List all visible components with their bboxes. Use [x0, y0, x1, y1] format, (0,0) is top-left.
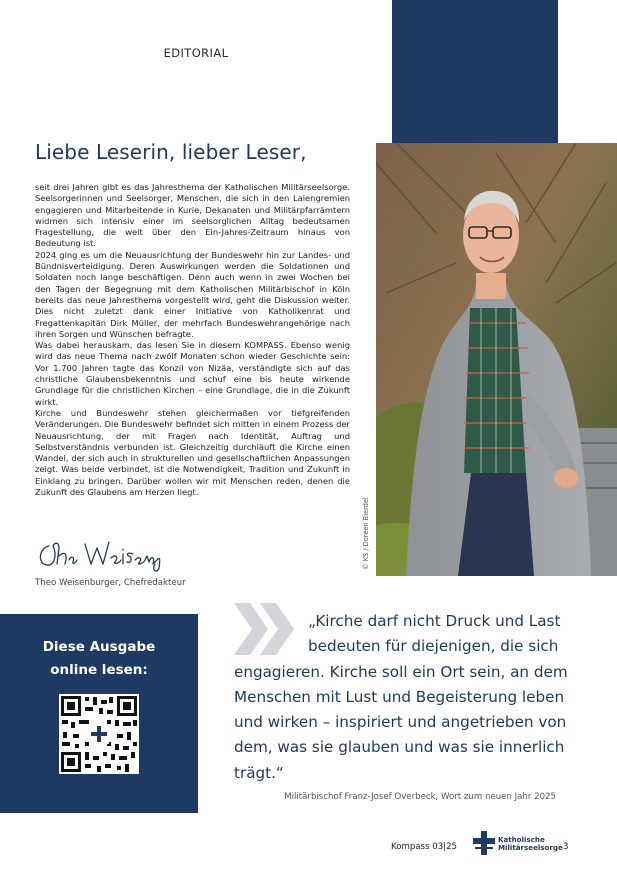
paragraph-4: Kirche und Bundeswehr stehen gleichermaßen vor tiefgreifenden Veränderungen. Die Bundeswehr befindet sich mitten in einem Prozess der Neuausrichtung, der mit Fragen nach Identität, Auftrag und Selbstverständnis verbunden ist. Gleichzeitig durchläuft die Kirche einen Wandel, der sich auch in strukturellen und gesellschaftlichen Anpassungen zeigt. Was beide verbindet, ist die Notwendigkeit, Tradition und Zukunft in Einklang zu bringen. Darüber wollen wir mit Menschen reden, denen die Zukunft des Glaubens am Herzen liegt.: [35, 407, 350, 498]
quote-line-5: und wirken – inspiriert und angetrieben von: [234, 713, 567, 732]
greeting-headline: Liebe Leserin, lieber Leser,: [35, 140, 307, 164]
pull-quote: [234, 609, 574, 786]
online-reading-box: [0, 614, 198, 813]
qr-code[interactable]: [59, 694, 139, 774]
quote-line-1: „Kirche darf nicht Druck und Last: [308, 612, 561, 630]
signature-caption: Theo Weisenburger, Chefredakteur: [35, 578, 186, 588]
handwritten-signature: [35, 534, 165, 574]
page-number: 3: [563, 842, 569, 852]
quote-source: Militärbischof Franz-Josef Overbeck, Wort zum neuen Jahr 2025: [284, 792, 556, 802]
online-title-line-1: Diese Ausgabe: [42, 639, 156, 655]
online-title: [0, 636, 198, 682]
quote-line-6: dem, was sie glauben und was sie innerlich: [234, 738, 565, 757]
paragraph-3: Was dabei herauskam, das lesen Sie in diesem KOMPASS. Ebenso wenig wird das neue Thema nach zwölf Monaten schon wieder Geschichte sein: Vor 1.700 Jahren tagte das Konzil von Nizäa, verständigte sich auf das christliche Glaubensbekenntnis und schuf eine bis heute wirkende Grundlage für die christlichen Kirchen – eine Grundlage, die in die Zukunft wirkt.: [35, 340, 350, 407]
brand-line-1: Katholische: [498, 835, 545, 844]
quote-line-4: Menschen mit Lust und Begeisterung leben: [234, 687, 565, 706]
brand-line-2: Militärseelsorge: [498, 843, 563, 853]
paragraph-1: seit drei Jahren gibt es das Jahresthema der Katholischen Militärseelsorge. Seelsorgerinnen und Seelsorger, Menschen, die sich in den Laiengremien engagieren und Mitarbeitende in Kurie, Dekanaten und Militärpfarrämtern widmen sich intensiv einer im seelsorglichen Alltag bedeutsamen Fragestellung, die weit über den Ein-Jahres-Zeitraum hinaus von Bedeutung ist.: [35, 182, 350, 249]
photo-credit: © KS / Doreen Bierdel: [362, 497, 370, 570]
magazine-issue: Kompass 03|25: [391, 842, 458, 852]
portrait-photo: [376, 143, 617, 576]
cross-logo-icon: [471, 830, 497, 856]
quote-line-3: engagieren. Kirche soll ein Ort sein, an dem: [234, 662, 568, 681]
online-title-line-2: online lesen:: [50, 662, 148, 678]
quote-line-7: trägt.“: [234, 763, 284, 782]
quote-line-2: bedeuten für diejenigen, die sich: [308, 637, 559, 656]
editorial-body: [35, 182, 350, 498]
paragraph-2: 2024 ging es um die Neuausrichtung der Bundeswehr hin zur Landes- und Bündnisverteidigung. Deren Auswirkungen werden die Soldatinnen und Soldaten noch lange beschäftigen. Denn auch wenn in zwei Wochen bei den Tagen der Begegnung mit dem Katholischen Militärbischof in Köln bereits das neue Jahresthema vorgestellt wird, geht die Diskussion weiter. Dies nicht zuletzt dank einer Initiative von Katholikenrat und Fregattenkapitän Dirk Müller, der mehrfach Bundeswehrangehörige nach ihren Sorgen und Wünschen befragte.: [35, 249, 350, 339]
brand-name: [498, 836, 563, 853]
section-label: EDITORIAL: [163, 46, 229, 60]
header-color-block: [392, 0, 558, 143]
